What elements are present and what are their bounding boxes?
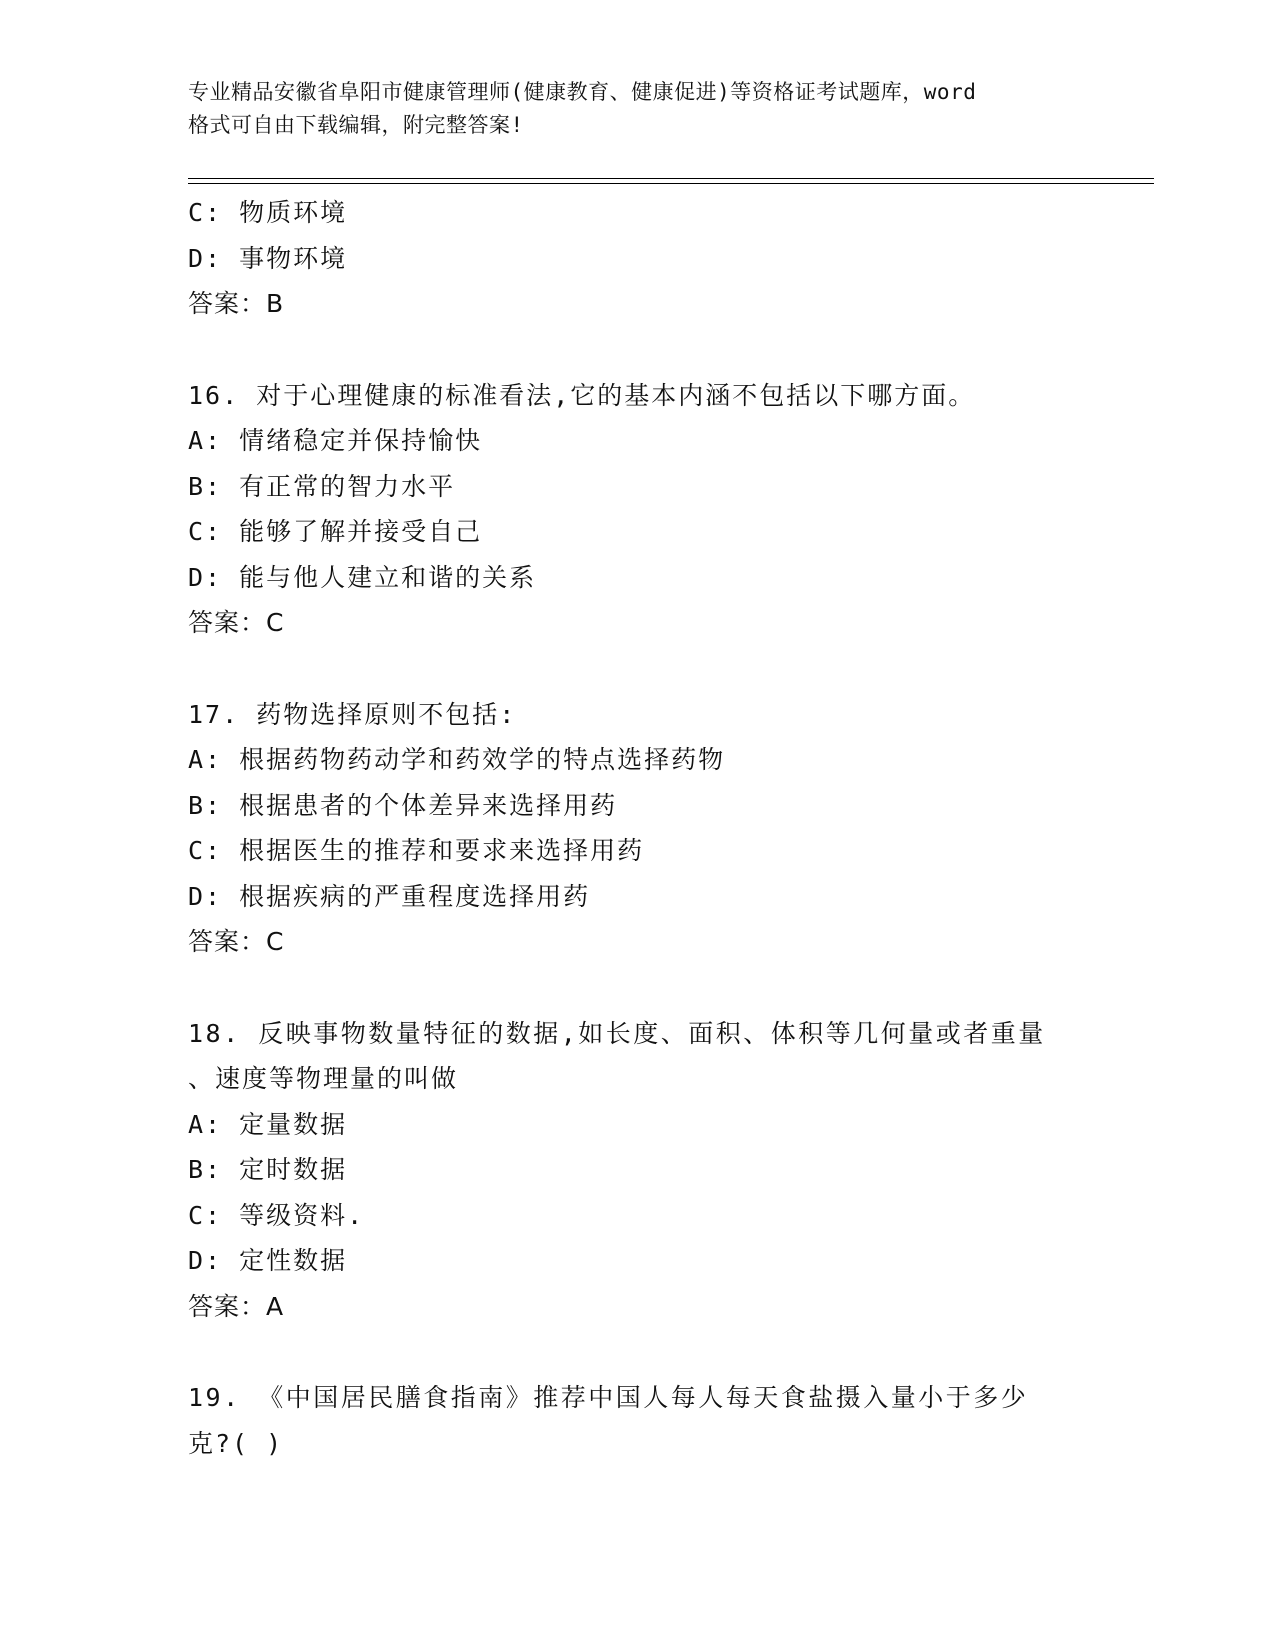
- question-stem: 16. 对于心理健康的标准看法,它的基本内涵不包括以下哪方面。: [188, 380, 976, 410]
- header-line-2: 格式可自由下载编辑，附完整答案!: [188, 113, 524, 137]
- question-stem-line-2: 克?( ): [188, 1428, 284, 1458]
- answer: 答案：C: [188, 608, 285, 637]
- option-d: D: 事物环境: [188, 243, 348, 273]
- question-18: [188, 1011, 1088, 1330]
- answer: 答案：A: [188, 1291, 285, 1321]
- question-19: [188, 1375, 1088, 1466]
- question-15-tail: [188, 190, 1088, 327]
- option-a: A: 定量数据: [188, 1109, 348, 1139]
- header-line-1: 专业精品安徽省阜阳市健康管理师(健康教育、健康促进)等资格证考试题库，word: [188, 80, 977, 104]
- spacer: [188, 965, 1088, 1011]
- option-b: B: 定时数据: [188, 1155, 348, 1184]
- spacer: [188, 646, 1088, 692]
- header-divider-top: [188, 178, 1154, 179]
- option-b: B: 有正常的智力水平: [188, 471, 456, 501]
- option-d: D: 能与他人建立和谐的关系: [188, 562, 537, 592]
- question-stem: 17. 药物选择原则不包括:: [188, 699, 517, 729]
- question-stem-line-1: 19. 《中国居民膳食指南》推荐中国人每人每天食盐摄入量小于多少: [188, 1383, 1029, 1412]
- option-c: C: 物质环境: [188, 198, 348, 227]
- option-c: C: 等级资料.: [188, 1200, 365, 1230]
- question-stem-line-1: 18. 反映事物数量特征的数据,如长度、面积、体积等几何量或者重量: [188, 1018, 1046, 1048]
- option-c: C: 能够了解并接受自己: [188, 517, 483, 546]
- question-17: [188, 692, 1088, 965]
- header-divider-bottom: [188, 183, 1154, 184]
- document-header: [188, 76, 1088, 142]
- option-d: D: 定性数据: [188, 1246, 348, 1275]
- option-a: A: 情绪稳定并保持愉快: [188, 426, 483, 455]
- spacer: [188, 327, 1088, 373]
- spacer: [188, 1329, 1088, 1375]
- question-list: [188, 190, 1088, 1466]
- answer: 答案：B: [188, 289, 285, 318]
- option-d: D: 根据疾病的严重程度选择用药: [188, 881, 591, 911]
- answer: 答案：C: [188, 927, 285, 956]
- option-a: A: 根据药物药动学和药效学的特点选择药物: [188, 745, 726, 774]
- option-c: C: 根据医生的推荐和要求来选择用药: [188, 836, 645, 865]
- question-stem-line-2: 、速度等物理量的叫做: [188, 1064, 459, 1093]
- option-b: B: 根据患者的个体差异来选择用药: [188, 790, 618, 820]
- question-16: [188, 373, 1088, 646]
